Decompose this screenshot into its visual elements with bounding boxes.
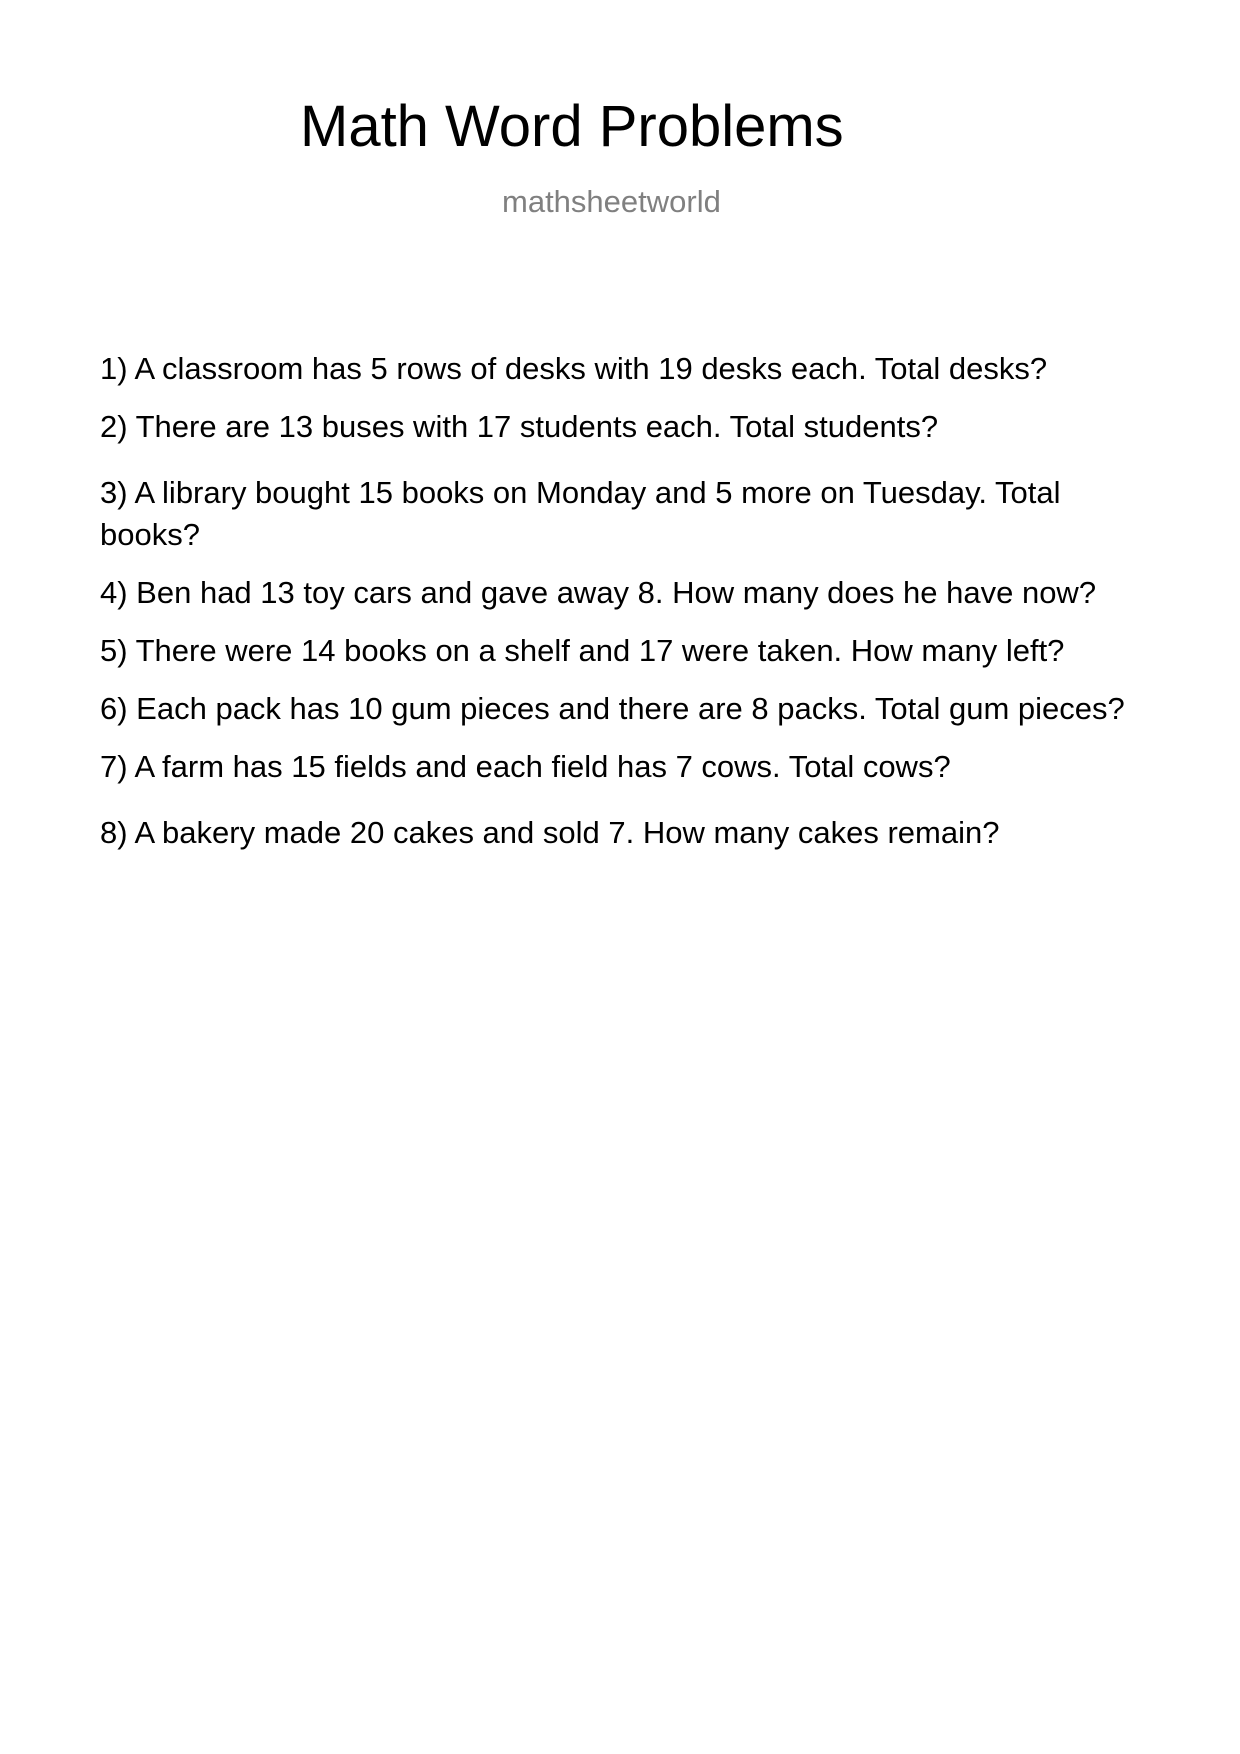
problem-item: 8) A bakery made 20 cakes and sold 7. How many cakes remain?: [100, 815, 1000, 850]
problem-item: 1) A classroom has 5 rows of desks with 19 desks each. Total desks?: [100, 351, 1048, 386]
problem-list: [100, 348, 1150, 878]
problem-item: 6) Each pack has 10 gum pieces and there are 8 packs. Total gum pieces?: [100, 691, 1125, 726]
problem-item: 2) There are 13 buses with 17 students each. Total students?: [100, 409, 939, 444]
problem-item: 7) A farm has 15 fields and each field has 7 cows. Total cows?: [100, 749, 951, 784]
page-title: Math Word Problems: [300, 94, 844, 159]
problem-item: 4) Ben had 13 toy cars and gave away 8. How many does he have now?: [100, 575, 1097, 610]
site-name: mathsheetworld: [502, 184, 721, 219]
problem-item: 3) A library bought 15 books on Monday and 5 more on Tuesday. Total books?: [100, 475, 1061, 552]
problem-item: 5) There were 14 books on a shelf and 17 were taken. How many left?: [100, 633, 1065, 668]
